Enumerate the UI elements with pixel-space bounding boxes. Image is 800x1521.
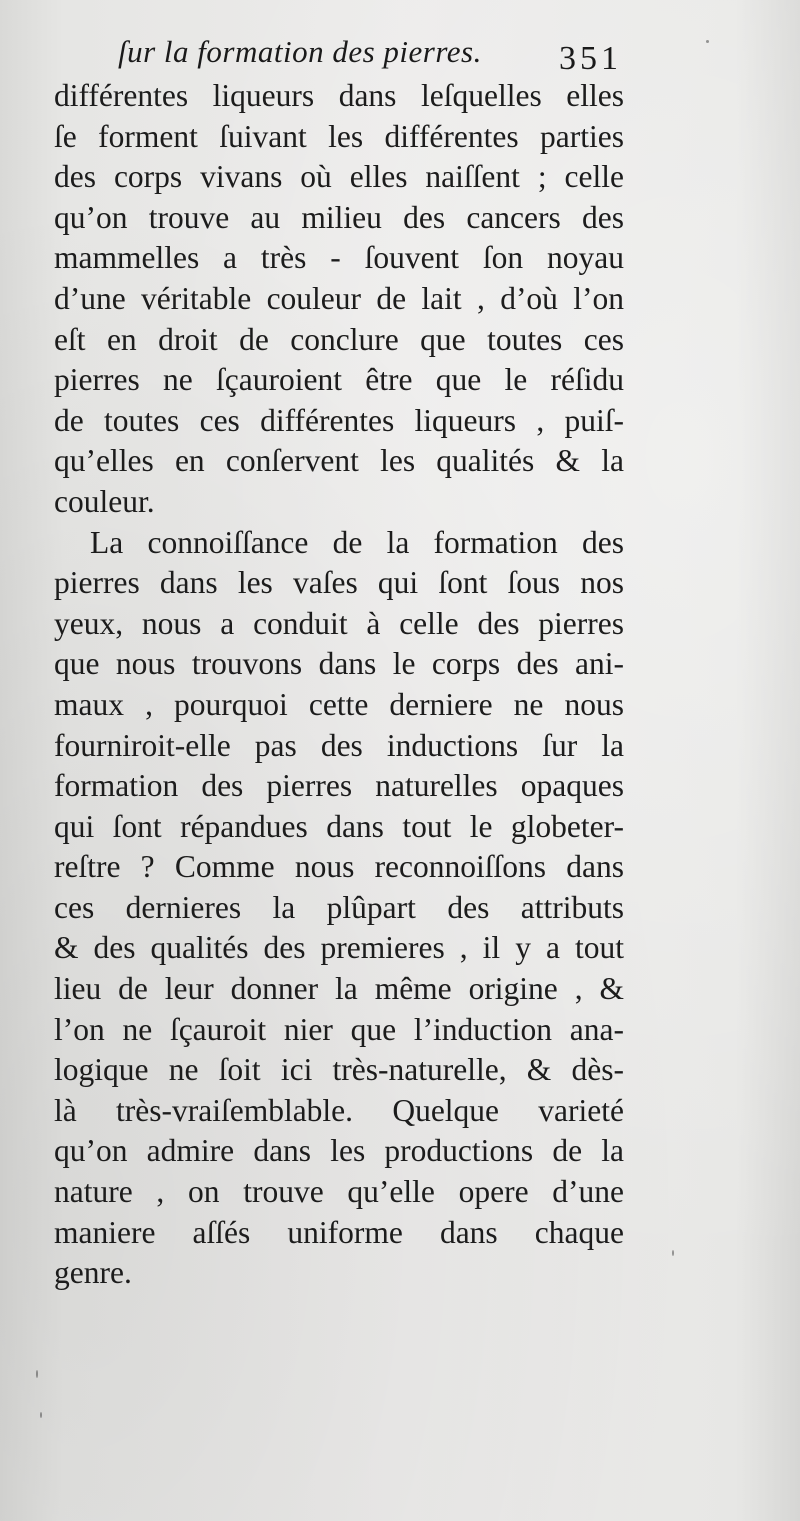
text-line: nature , on trouve qu’elle opere d’une <box>54 1174 624 1210</box>
running-title: ſur la formation des pierres. <box>118 34 482 69</box>
text-line: genre. <box>54 1255 132 1291</box>
text-line: d’une véritable couleur de lait , d’où l’on <box>54 280 624 316</box>
text-line: couleur. <box>54 483 155 519</box>
text-line: mammelles a très - ſouvent ſon noyau <box>54 240 624 276</box>
body-text <box>54 76 624 1294</box>
text-line: eſt en droit de conclure que toutes ces <box>54 321 624 357</box>
text-line: pierres ne ſçauroient être que le réſidu <box>54 362 624 398</box>
paragraph-1 <box>54 76 624 523</box>
paper-speck <box>36 1370 38 1378</box>
text-line: yeux, nous a conduit à celle des pierres <box>54 605 624 641</box>
text-line: maniere aſſés uniforme dans chaque <box>54 1214 624 1250</box>
text-line: de toutes ces différentes liqueurs , puiſ- <box>54 402 624 438</box>
text-line: là très-vraiſemblable. Quelque varieté <box>54 1092 624 1128</box>
text-line: qu’on admire dans les productions de la <box>54 1133 624 1169</box>
text-line: pierres dans les vaſes qui ſont ſous nos <box>54 565 624 601</box>
text-line: l’on ne ſçauroit nier que l’induction ana- <box>54 1011 624 1047</box>
text-line: lieu de leur donner la même origine , & <box>54 971 624 1007</box>
text-line: reſtre ? Comme nous reconnoiſſons dans <box>54 849 624 885</box>
paper-speck <box>672 1250 674 1256</box>
text-line: & des qualités des premieres , il y a tout <box>54 930 624 966</box>
page-number: 351 <box>559 40 622 77</box>
paper-speck <box>706 40 709 43</box>
paragraph-2 <box>54 523 624 1294</box>
text-line: des corps vivans où elles naiſſent ; celle <box>54 159 624 195</box>
text-line: qui ſont répandues dans tout le globeter- <box>54 808 624 844</box>
text-line: ſe forment ſuivant les différentes parties <box>54 118 624 154</box>
text-line: fourniroit-elle pas des inductions ſur la <box>54 727 624 763</box>
text-line: différentes liqueurs dans leſquelles elles <box>54 78 624 113</box>
paper-speck <box>40 1412 42 1418</box>
text-line: La connoiſſance de la formation des <box>90 524 624 560</box>
text-line: que nous trouvons dans le corps des ani- <box>54 646 624 682</box>
text-line: ces dernieres la plûpart des attributs <box>54 889 624 925</box>
text-line: formation des pierres naturelles opaques <box>54 768 624 804</box>
text-line: logique ne ſoit ici très-naturelle, & dès- <box>54 1052 624 1088</box>
text-line: qu’on trouve au milieu des cancers des <box>54 199 624 235</box>
text-line: qu’elles en conſervent les qualités & la <box>54 443 624 479</box>
text-line: maux , pourquoi cette derniere ne nous <box>54 686 624 722</box>
